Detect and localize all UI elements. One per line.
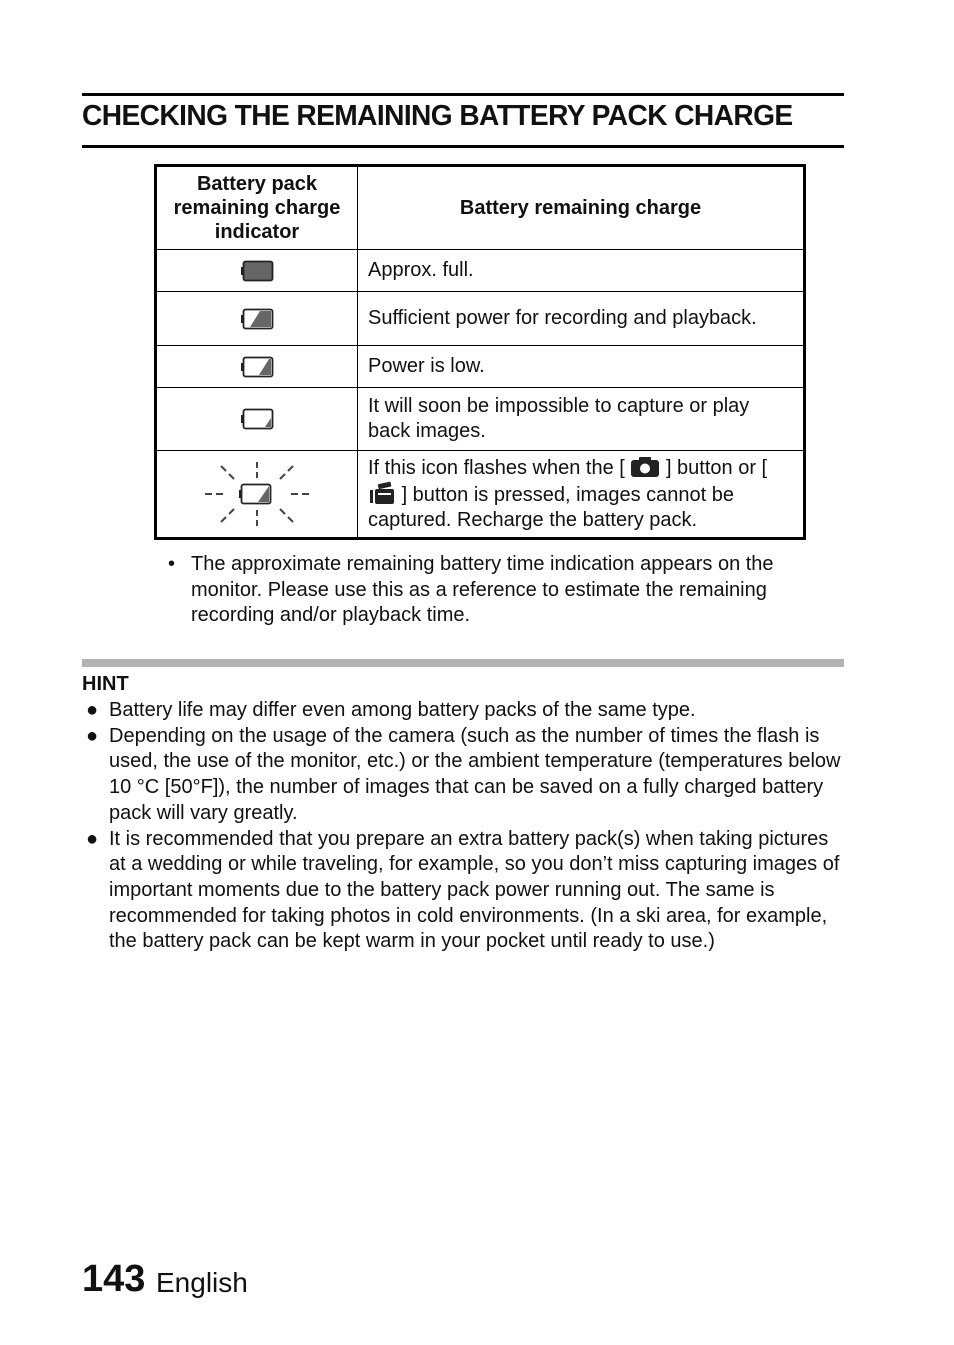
row-text-part1: If this icon flashes when the [ <box>368 456 625 479</box>
battery-low-icon <box>240 356 274 378</box>
note <box>168 552 848 629</box>
table-row <box>156 346 805 388</box>
hint-text: It is recommended that you prepare an extra battery pack(s) when taking pictures at a wedding or while traveling, for example, so you don’t miss capturing images of important moments due to the battery pack power running out. The same is recommended for taking photos in cold environments. (In a ski area, for example, the battery pack can be kept warm in your pocket until ready to use.) <box>109 827 840 953</box>
hint-text: Depending on the usage of the camera (such as the number of times the flash is used, the use of the monitor, etc.) or the ambient temperature (temperatures below 10 °C [50°F]), the number of images that can be saved on a fully charged battery pack will vary greatly. <box>109 724 841 824</box>
language-label: English <box>156 1267 248 1298</box>
bullet: ● <box>86 699 99 721</box>
row-text-part3: ] button is pressed, images cannot be captured. Recharge the battery pack. <box>368 483 734 531</box>
battery-very-low-icon <box>240 408 274 430</box>
row-text-part2: ] button or [ <box>665 456 768 479</box>
table-row <box>156 292 805 346</box>
row-text: It will soon be impossible to capture or play back images. <box>358 388 805 451</box>
row-text: Approx. full. <box>358 250 805 292</box>
title-rule-bottom <box>82 145 844 148</box>
table-row <box>156 250 805 292</box>
note-text: The approximate remaining battery time indication appears on the monitor. Please use this as a reference to estimate the remaining recording and/or playback time. <box>191 553 774 626</box>
bullet: ● <box>86 827 99 850</box>
bullet: ● <box>86 724 99 747</box>
header-charge: Battery remaining charge <box>358 166 805 250</box>
row-text: Sufficient power for recording and playback. <box>358 292 805 346</box>
title-rule-top <box>82 93 844 96</box>
video-camera-icon <box>368 481 396 505</box>
list-item <box>86 698 846 724</box>
camera-icon <box>630 456 660 478</box>
battery-full-icon <box>240 260 274 282</box>
battery-mostly-full-icon <box>240 308 274 330</box>
battery-charge-table <box>154 164 806 540</box>
table-row <box>156 451 805 539</box>
row-text: Power is low. <box>358 346 805 388</box>
row-text-flash <box>358 451 805 539</box>
hint-list <box>86 698 846 955</box>
list-item <box>86 724 846 827</box>
table-row <box>156 388 805 451</box>
page-number: 143 <box>82 1258 146 1300</box>
hint-divider <box>82 659 844 667</box>
section-title: CHECKING THE REMAINING BATTERY PACK CHARGE <box>82 100 793 132</box>
note-bullet: • <box>168 553 176 575</box>
list-item <box>86 827 846 956</box>
table-header-row <box>156 166 805 250</box>
header-indicator: Battery pack remaining charge indicator <box>156 166 358 250</box>
battery-flashing-icon <box>202 459 312 529</box>
hint-title: HINT <box>82 673 129 695</box>
hint-text: Battery life may differ even among battery packs of the same type. <box>109 699 696 721</box>
